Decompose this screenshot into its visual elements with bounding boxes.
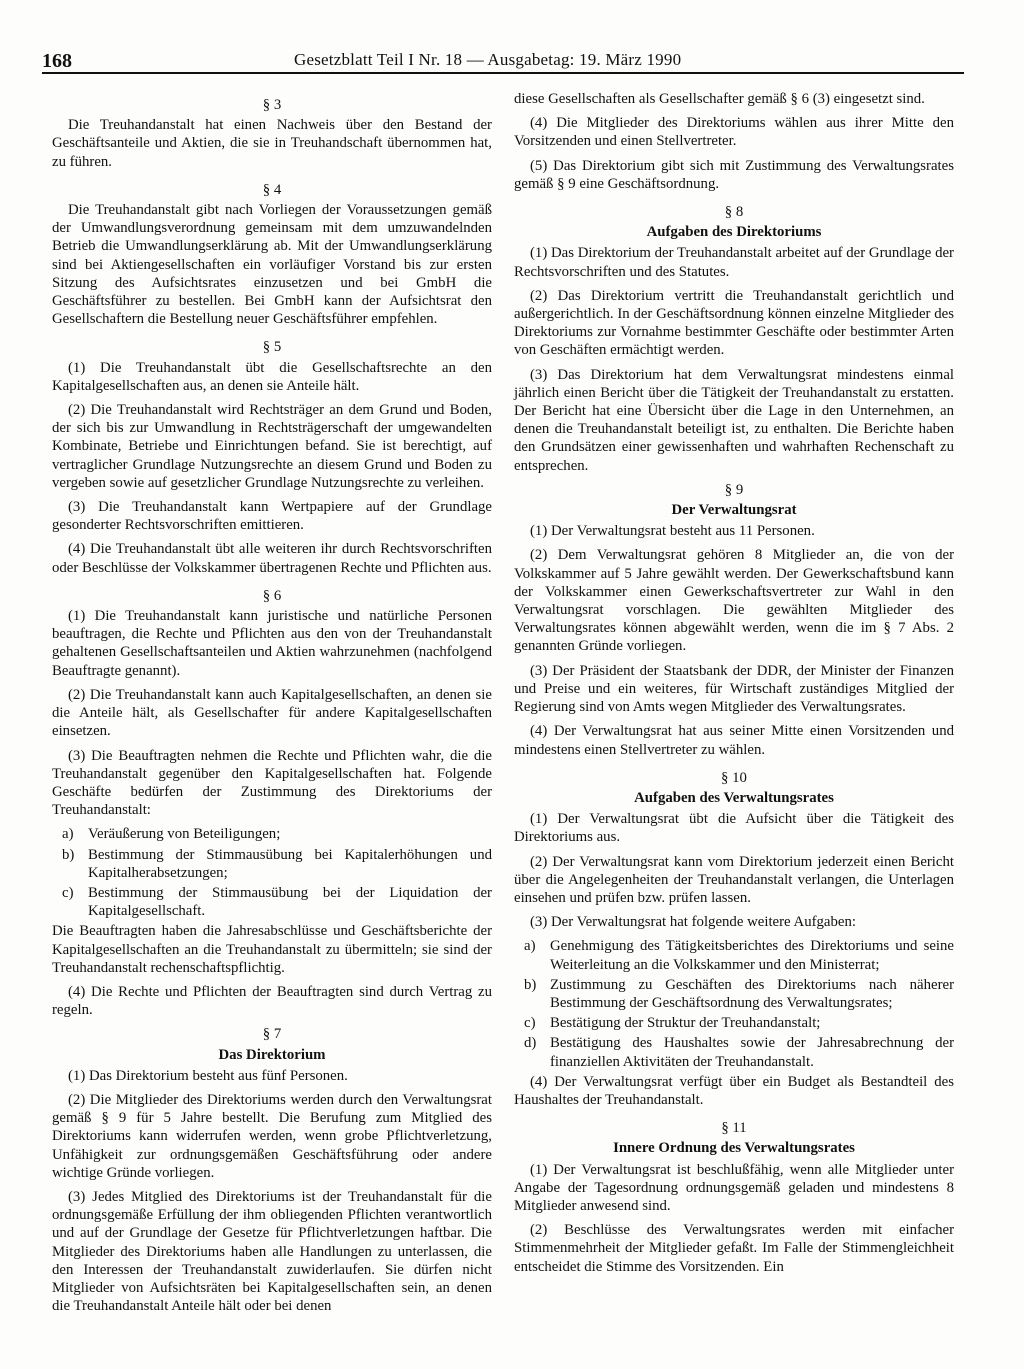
paragraph: (4) Die Mitglieder des Direktoriums wählen aus ihrer Mitte den Vorsitzenden und einen Stellvertreter. <box>514 115 954 150</box>
section-10 <box>514 769 954 1109</box>
paragraph: Die Treuhandanstalt gibt nach Vorliegen der Voraussetzungen gemäß der Umwandlungsverordnung gemeinsam mit dem umzuwandelnden Betrieb die Umwandlungserklärung ab. Mit der Umwandlungserklärung sind bei Aktiengesellschaften ein vorläufiger Vorstand bis zur ersten Sitzung des Aufsichtsrates einzusetzen und bei GmbH die Geschäftsführer zu bestellen. Bei GmbH kann der Aufsichtsrat den Gesellschaftern die Bestellung neuer Geschäftsführer empfehlen. <box>52 202 492 328</box>
paragraph: (1) Die Treuhandanstalt übt die Gesellschaftsrechte an den Kapitalgesellschaften aus, an denen sie Anteile hält. <box>52 359 492 394</box>
paragraph: (3) Die Beauftragten nehmen die Rechte und Pflichten wahr, die die Treuhandanstalt gegenüber den Kapitalgesellschaften hat. Folgende Geschäfte bedürfen der Zustimmung des Direktoriums der Treuhandanstalt: <box>52 747 492 819</box>
right-column <box>514 90 954 1321</box>
paragraph: (1) Das Direktorium besteht aus fünf Personen. <box>68 1067 348 1084</box>
section-title: Innere Ordnung des Verwaltungsrates <box>613 1140 855 1157</box>
paragraph: (2) Dem Verwaltungsrat gehören 8 Mitglieder an, die von der Volkskammer auf 5 Jahre gewählt werden. Der Gewerkschaftsbund kann der Volkskammer einen Gewerkschaftsvertreter zur Wahl in den Verwaltungsrat vorschlagen. Die gewählten Mitglieder des Verwaltungsrates können abgewählt werden, wenn die im § 7 Abs. 2 genannten Gründe vorliegen. <box>514 547 954 655</box>
paragraph: (2) Die Treuhandanstalt kann auch Kapitalgesellschaften, an denen sie die Anteile hält, als Gesellschafter für andere Kapitalgesellschaften einsetzen. <box>52 686 492 740</box>
section-11 <box>514 1119 954 1276</box>
section-6 <box>52 587 492 1019</box>
header-rule <box>42 72 964 74</box>
list-item-text: Bestimmung der Stimmausübung bei der Liquidation der Kapitalgesellschaft. <box>88 884 492 920</box>
paragraph: diese Gesellschaften als Gesellschafter gemäß § 6 (3) eingesetzt sind. <box>514 91 925 107</box>
paragraph: (3) Die Treuhandanstalt kann Wertpapiere auf der Grundlage gesonderter Rechtsvorschriften emittieren. <box>52 499 492 534</box>
list-item-text: Bestimmung der Stimmausübung bei Kapitalerhöhungen und Kapitalherabsetzungen; <box>88 846 492 881</box>
section-title: Der Verwaltungsrat <box>671 502 797 519</box>
paragraph: (4) Die Treuhandanstalt übt alle weiteren ihr durch Rechtsvorschriften oder Beschlüsse der Volkskammer übertragenen Rechte und Pflichten aus. <box>52 541 492 576</box>
section-heading: § 3 <box>262 97 282 113</box>
list-item <box>514 1034 954 1070</box>
text-columns <box>52 91 954 1321</box>
list-item-label: a) <box>62 826 74 843</box>
paragraph: (3) Das Direktorium hat dem Verwaltungsrat mindestens einmal jährlich einen Bericht über die Tätigkeit der Treuhandanstalt zu erstatten. Der Bericht hat eine Übersicht über die Lage in den Unternehmen, an denen die Treuhandanstalt beteiligt ist, zu enthalten. Die Berichte haben den Grundsätzen einer gewissenhaften und wahrhaften Rechenschaft zu entsprechen. <box>514 366 954 474</box>
section-9 <box>514 481 954 759</box>
list-item-label: b) <box>62 846 75 863</box>
list-item <box>52 846 492 882</box>
paragraph: (1) Der Verwaltungsrat übt die Aufsicht über die Tätigkeit des Direktoriums aus. <box>514 811 954 846</box>
paragraph: (4) Der Verwaltungsrat hat aus seiner Mitte einen Vorsitzenden und mindestens einen Stellvertreter zu wählen. <box>514 723 954 758</box>
paragraph: (1) Der Verwaltungsrat besteht aus 11 Personen. <box>530 523 815 540</box>
section-8 <box>514 203 954 475</box>
paragraph: Die Beauftragten haben die Jahresabschlüsse und Geschäftsberichte der Kapitalgesellschaften an die Treuhandanstalt zu übermitteln; sie sind der Treuhandanstalt rechenschaftspflichtig. <box>52 923 492 976</box>
section-3 <box>52 96 492 171</box>
list-item-label: c) <box>62 884 74 901</box>
list-item-text: Zustimmung zu Geschäften des Direktoriums nach näherer Bestimmung der Geschäftsordnung des Verwaltungsrates; <box>550 976 954 1011</box>
list-item-text: Bestätigung des Haushaltes sowie der Jahresabrechnung der finanziellen Aktivitäten der Treuhandanstalt. <box>550 1035 954 1070</box>
list-item-text: Bestätigung der Struktur der Treuhandanstalt; <box>550 1015 821 1032</box>
section-heading: § 6 <box>262 587 282 604</box>
list-item <box>514 1014 954 1032</box>
paragraph: (4) Der Verwaltungsrat verfügt über ein Budget als Bestandteil des Haushaltes der Treuhandanstalt. <box>514 1073 954 1108</box>
gazette-title: Gesetzblatt Teil I Nr. 18 — Ausgabetag: 19. März 1990 <box>294 50 682 69</box>
section-heading: § 5 <box>262 339 282 356</box>
paragraph: (4) Die Rechte und Pflichten der Beauftragten sind durch Vertrag zu regeln. <box>52 983 492 1019</box>
list-item-label: b) <box>524 976 537 993</box>
paragraph: (3) Jedes Mitglied des Direktoriums ist der Treuhandanstalt für die ordnungsgemäße Erfüllung der ihm obliegenden Pflichten verantwortlich und auf der Grundlage der Gesetze für Pflichtverletzungen haftbar. Die Mitglieder des Direktoriums haben alle Handlungen zu unterlassen, die den Interessen der Treuhandanstalt zuwiderlaufen. Sie dürfen nicht Mitglieder von Aufsichtsräten bei Kapitalgesellschaften sein, an denen die Treuhandanstalt Anteile hält oder bei denen <box>52 1188 492 1315</box>
list-item <box>52 825 492 843</box>
paragraph: (1) Die Treuhandanstalt kann juristische und natürliche Personen beauftragen, die Rechte und Pflichten aus den von der Treuhandanstalt gehaltenen Gesellschaftsanteilen und Aktien wahrzunehmen (nachfolgend Beauftragte genannt). <box>52 608 492 679</box>
paragraph: (2) Das Direktorium vertritt die Treuhandanstalt gerichtlich und außergerichtlich. In der Geschäftsordnung können einzelne Mitglieder des Direktoriums zur Vornahme bestimmter Geschäfte oder bestimmter Arten von Geschäften ermächtigt werden. <box>514 287 954 359</box>
paragraph: Die Treuhandanstalt hat einen Nachweis über den Bestand der Geschäftsanteile und Aktien, die sie in Treuhandschaft übernommen hat, zu führen. <box>52 117 492 170</box>
section-heading: § 7 <box>262 1026 282 1043</box>
paragraph: (2) Beschlüsse des Verwaltungsrates werden mit einfacher Stimmenmehrheit der Mitglieder gefaßt. Im Falle der Stimmengleichheit entscheidet die Stimme des Vorsitzenden. Ein <box>514 1222 954 1275</box>
paragraph: (2) Die Mitglieder des Direktoriums werden durch den Verwaltungsrat gemäß § 9 für 5 Jahre bestellt. Die Berufung zum Mitglied des Direktoriums kann widerrufen werden, wenn grobe Pflichtverletzung, Unfähigkeit zur ordnungsgemäßen Geschäftsführung oder andere wichtige Gründe vorliegen. <box>52 1091 492 1181</box>
paragraph: (2) Die Treuhandanstalt wird Rechtsträger an dem Grund und Boden, der sich bis zur Umwandlung in Rechtsträgerschaft der umgewandelten Kombinate, Betriebe und Einrichtungen befand. Sie ist berechtigt, auf vertraglicher Grundlage Nutzungsrechte an diesem Grund und Boden zu vergeben sowie auf gesetzlicher Grundlage Nutzungsrechte zu verleihen. <box>52 402 492 491</box>
section-heading: § 10 <box>721 769 747 786</box>
section-title: Das Direktorium <box>218 1046 326 1063</box>
section-heading: § 8 <box>724 204 744 221</box>
list-item-text: Genehmigung des Tätigkeitsberichtes des Direktoriums und seine Weiterleitung an die Volkskammer und den Ministerrat; <box>550 938 954 973</box>
list-item-label: d) <box>524 1035 537 1052</box>
paragraph: (3) Der Verwaltungsrat hat folgende weitere Aufgaben: <box>530 914 856 931</box>
section-4 <box>52 181 492 329</box>
section-7-continued <box>514 90 954 193</box>
section-5 <box>52 338 492 576</box>
section-heading: § 11 <box>721 1120 747 1137</box>
list-item <box>514 937 954 973</box>
section-heading: § 4 <box>262 181 282 198</box>
section-7 <box>52 1025 492 1315</box>
paragraph: (1) Das Direktorium der Treuhandanstalt arbeitet auf der Grundlage der Rechtsvorschriften und des Statutes. <box>514 245 954 280</box>
section-title: Aufgaben des Verwaltungsrates <box>634 789 834 806</box>
section-heading: § 9 <box>724 481 744 498</box>
page-header <box>42 50 964 72</box>
list-item <box>514 976 954 1012</box>
list-item-text: Veräußerung von Beteiligungen; <box>88 826 281 843</box>
list-item-label: a) <box>524 938 536 955</box>
paragraph: (2) Der Verwaltungsrat kann vom Direktorium jederzeit einen Bericht über die Angelegenheiten der Treuhandanstalt verlangen, die Unterlagen einsehen und prüfen bzw. prüfen lassen. <box>514 853 954 906</box>
left-column <box>52 96 492 1321</box>
paragraph: (5) Das Direktorium gibt sich mit Zustimmung des Verwaltungsrates gemäß § 9 eine Geschäftsordnung. <box>514 157 954 192</box>
paragraph: (3) Der Präsident der Staatsbank der DDR, der Minister der Finanzen und Preise und ein weiteres, für Wirtschaft zuständiges Mitglied der Regierung sind von Amts wegen Mitglieder des Verwaltungsrates. <box>514 662 954 716</box>
section-title: Aufgaben des Direktoriums <box>646 224 822 241</box>
list-item <box>52 884 492 920</box>
page-number: 168 <box>42 50 72 72</box>
list-item-label: c) <box>524 1015 536 1032</box>
paragraph: (1) Der Verwaltungsrat ist beschlußfähig, wenn alle Mitglieder unter Angabe der Tagesordnung ordnungsgemäß geladen und mindestens 8 Mitglieder anwesend sind. <box>514 1161 954 1214</box>
